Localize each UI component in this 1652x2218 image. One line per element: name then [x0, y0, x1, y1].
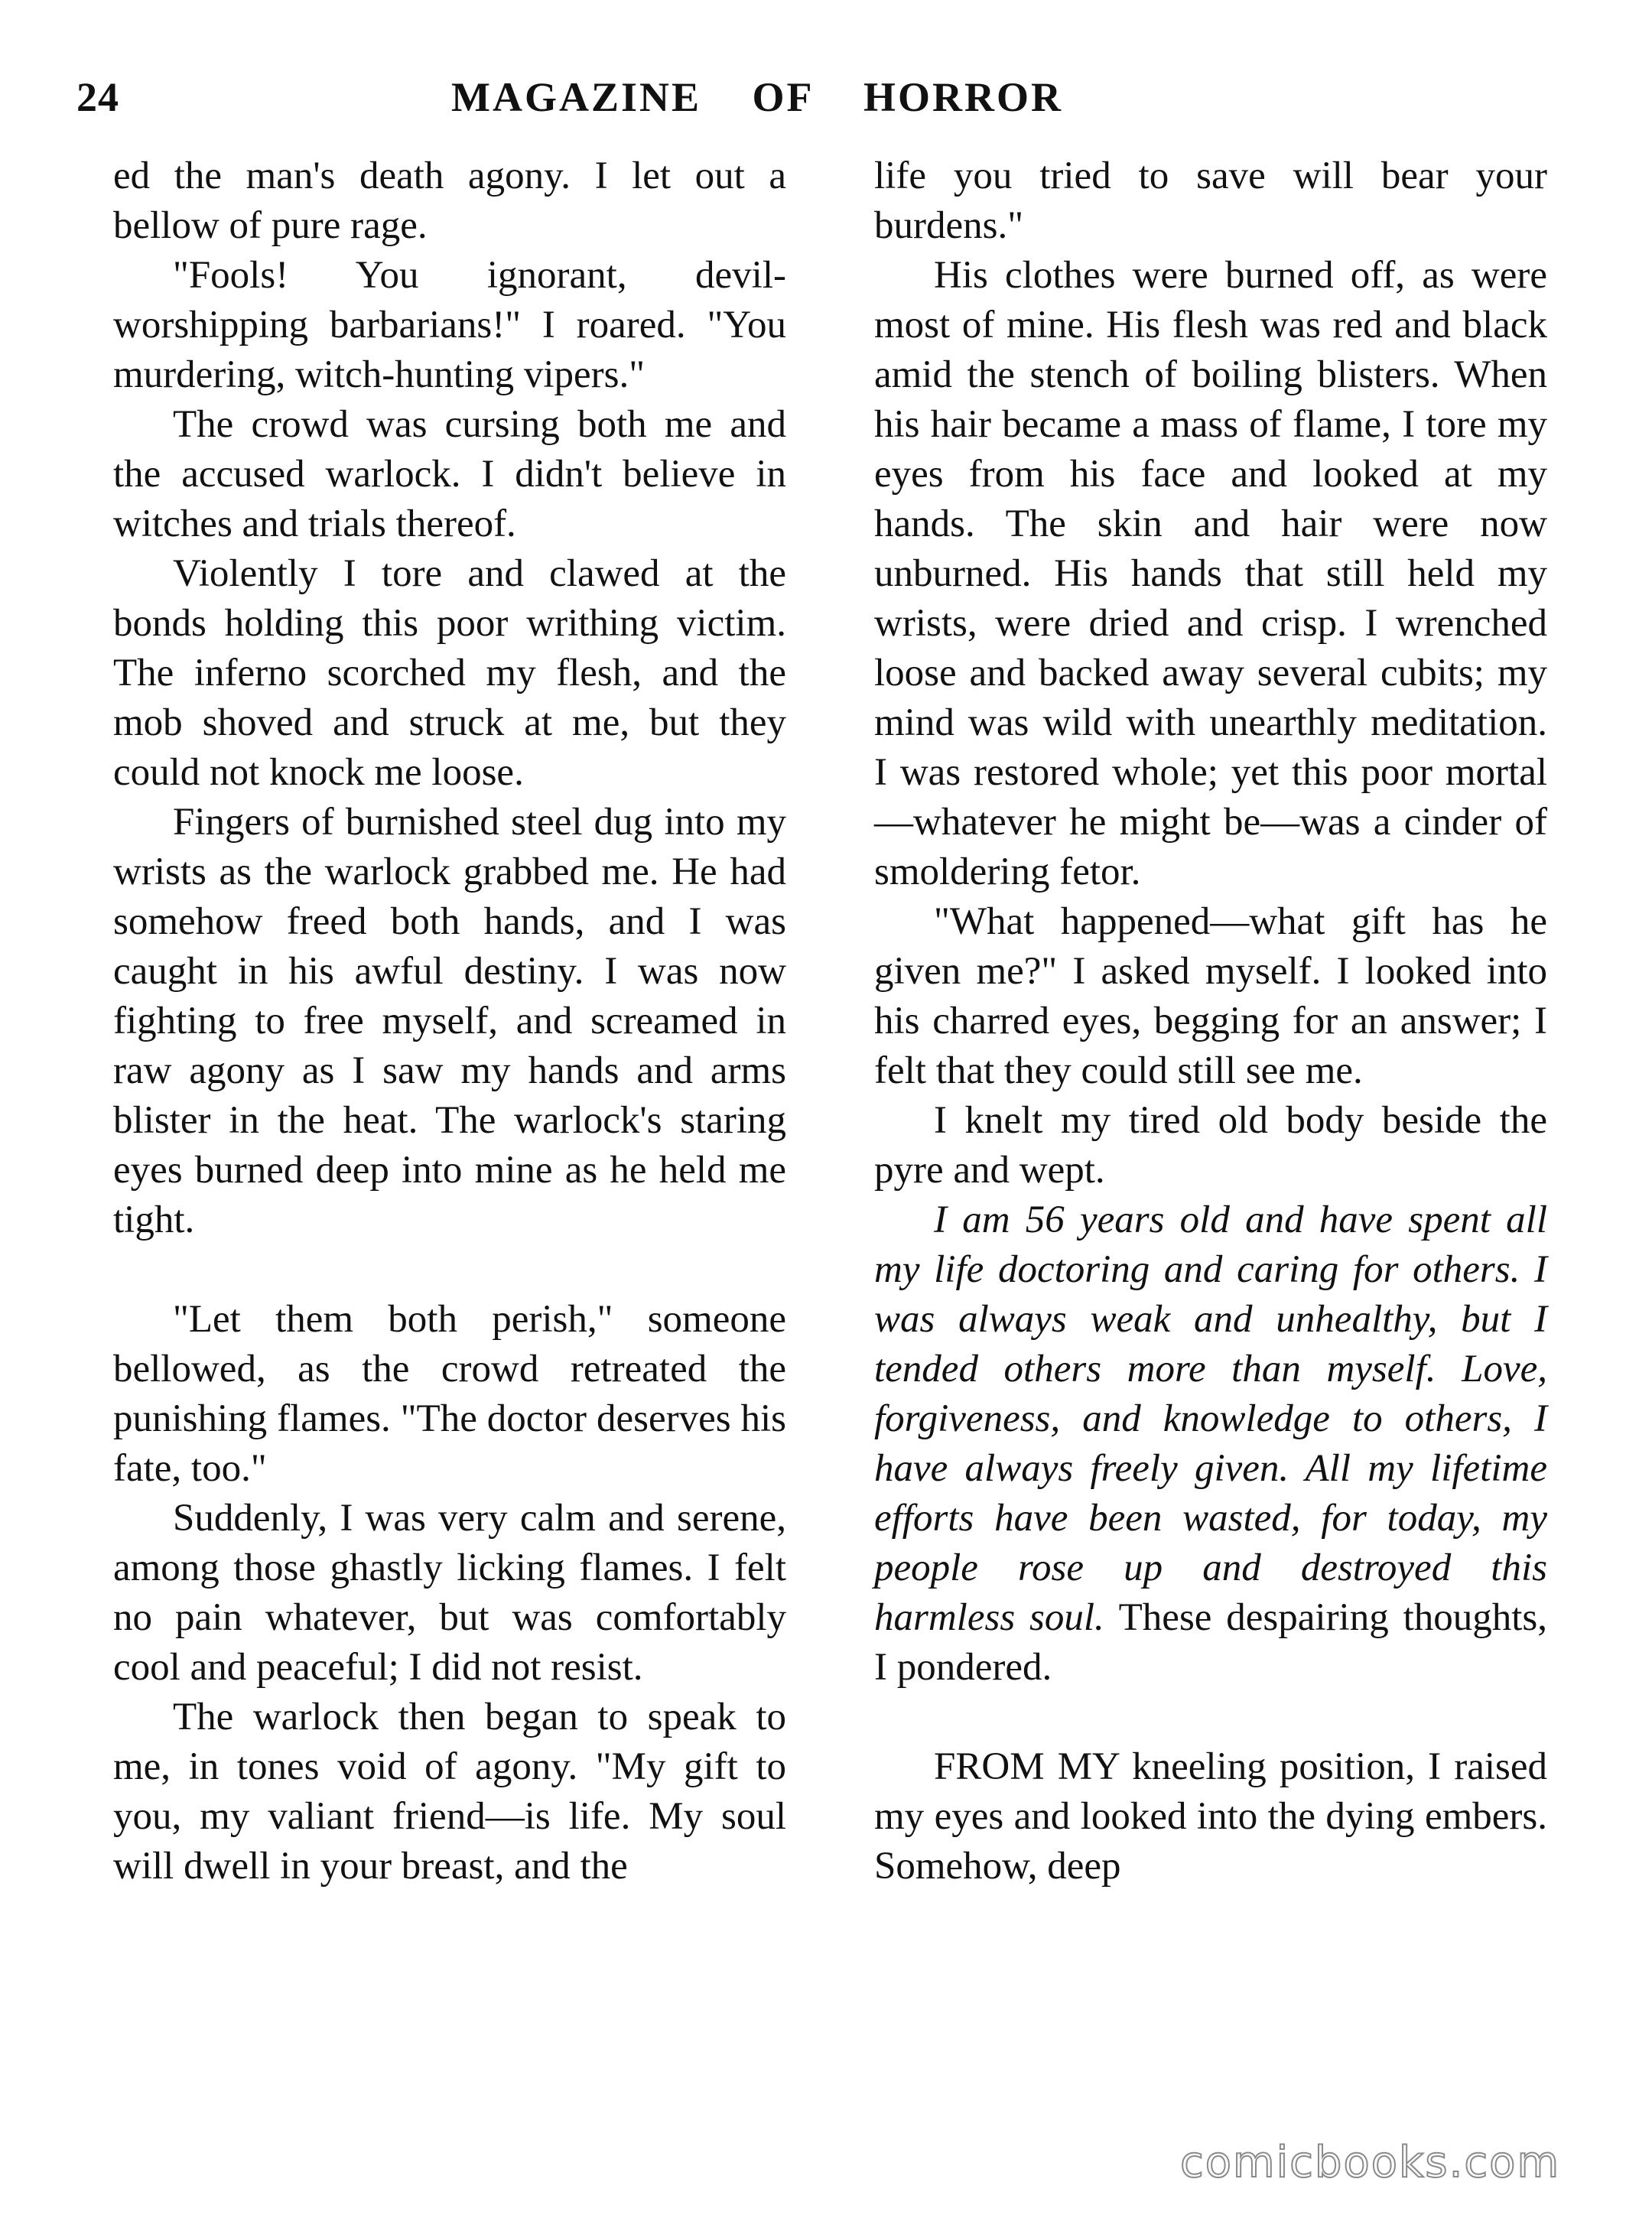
- section-break: [874, 1693, 1547, 1742]
- paragraph: The crowd was cursing both me and the accused warlock. I didn't believe in witches and trials thereof.: [113, 403, 786, 545]
- paragraph: His clothes were burned off, as were most of mine. His flesh was red and black amid the stench of boiling blisters. When his hair became a mass of flame, I tore my eyes from his face and looked at my hands. The skin and hair were now unburned. His hands that still held my wrists, were dried and crisp. I wrenched loose and backed away several cubits; my mind was wild with unearthly meditation. I was restored whole; yet this poor mortal—whatever he might be—was a cinder of smoldering fetor.: [874, 254, 1547, 893]
- italic-reflection-text: I am 56 years old and have spent all my life doctoring and caring for others. I was always weak and unhealthy, but I tended others more than myself. Love, forgiveness, and knowledge to others, I have always freely given. All my lifetime efforts have been wasted, for today, my people rose up and destroyed this harmless soul.: [874, 1198, 1547, 1639]
- paragraph: "What happened—what gift has he given me?" I asked myself. I looked into his charred eyes, begging for an answer; I felt that they could still see me.: [874, 900, 1547, 1092]
- paragraph-tail: These despairing thoughts, I pondered.: [874, 1596, 1548, 1689]
- right-column: [874, 151, 1547, 1891]
- paragraph: ed the man's death agony. I let out a bellow of pure rage.: [113, 154, 786, 247]
- section-break: [113, 1245, 786, 1295]
- italic-reflection-paragraph: [874, 1195, 1547, 1693]
- watermark: comicbooks.com: [1179, 2138, 1560, 2187]
- running-title: MAGAZINE OF HORROR: [451, 74, 1063, 120]
- paragraph: FROM MY kneeling position, I raised my eyes and looked into the dying embers. Somehow, deep: [874, 1745, 1547, 1888]
- page-header: [76, 73, 1553, 135]
- paragraph: The warlock then began to speak to me, in tones void of agony. "My gift to you, my valiant friend—is life. My soul will dwell in your breast, and the: [113, 1696, 786, 1888]
- left-column: [113, 151, 786, 1891]
- paragraph: Suddenly, I was very calm and serene, among those ghastly licking flames. I felt no pain whatever, but was comfortably cool and peaceful; I did not resist.: [113, 1497, 786, 1689]
- paragraph: Violently I tore and clawed at the bonds holding this poor writhing victim. The inferno scorched my flesh, and the mob shoved and struck at me, but they could not knock me loose.: [113, 552, 786, 794]
- paragraph: life you tried to save will bear your burdens.": [874, 154, 1547, 247]
- paragraph: I knelt my tired old body beside the pyre and wept.: [874, 1099, 1547, 1192]
- paragraph: Fingers of burnished steel dug into my wrists as the warlock grabbed me. He had somehow freed both hands, and I was caught in his awful destiny. I was now fighting to free myself, and screamed in raw agony as I saw my hands and arms blister in the heat. The warlock's staring eyes burned deep into mine as he held me tight.: [113, 801, 786, 1241]
- paragraph: "Let them both perish," someone bellowed, as the crowd retreated the punishing flames. "The doctor deserves his fate, too.": [113, 1298, 786, 1490]
- paragraph: "Fools! You ignorant, devil-worshipping barbarians!" I roared. "You murdering, witch-hunting vipers.": [113, 254, 786, 396]
- page-number: 24: [76, 74, 119, 120]
